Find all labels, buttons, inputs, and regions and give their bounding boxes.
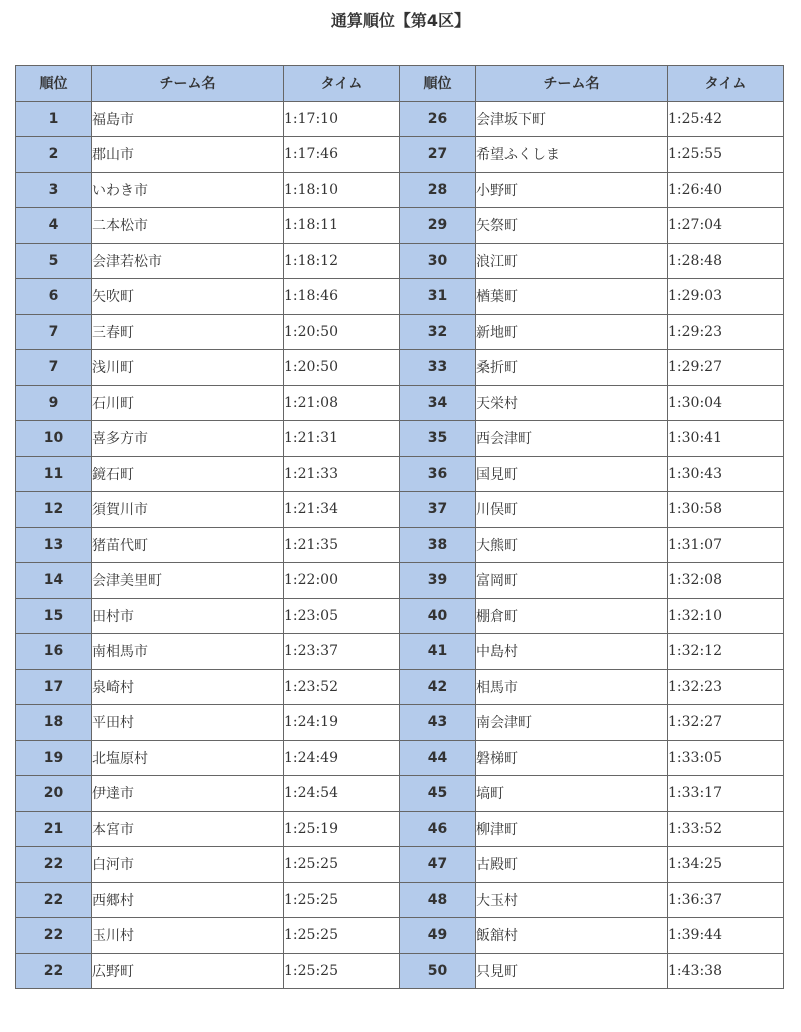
cell-rank-left: 6 (16, 279, 92, 315)
cell-rank-left: 12 (16, 492, 92, 528)
cell-team-left: 本宮市 (92, 811, 284, 847)
cell-team-left: 広野町 (92, 953, 284, 989)
cell-rank-right: 31 (400, 279, 476, 315)
cell-team-right: 浪江町 (476, 243, 668, 279)
cell-team-right: 会津坂下町 (476, 101, 668, 137)
cell-time-left: 1:21:31 (284, 421, 400, 457)
cell-rank-right: 29 (400, 208, 476, 244)
cell-rank-right: 40 (400, 598, 476, 634)
cell-team-right: 楢葉町 (476, 279, 668, 315)
cell-rank-left: 13 (16, 527, 92, 563)
cell-rank-right: 44 (400, 740, 476, 776)
cell-rank-right: 47 (400, 847, 476, 883)
cell-rank-left: 17 (16, 669, 92, 705)
cell-time-right: 1:25:55 (668, 137, 784, 173)
cell-team-right: 只見町 (476, 953, 668, 989)
cell-time-left: 1:21:34 (284, 492, 400, 528)
cell-rank-left: 18 (16, 705, 92, 741)
cell-time-left: 1:23:37 (284, 634, 400, 670)
cell-rank-left: 2 (16, 137, 92, 173)
table-row (16, 527, 784, 563)
cell-time-left: 1:21:33 (284, 456, 400, 492)
cell-team-left: 玉川村 (92, 918, 284, 954)
cell-time-right: 1:27:04 (668, 208, 784, 244)
table-row (16, 243, 784, 279)
table-row (16, 421, 784, 457)
cell-time-left: 1:25:19 (284, 811, 400, 847)
cell-team-left: 喜多方市 (92, 421, 284, 457)
cell-time-right: 1:34:25 (668, 847, 784, 883)
cell-time-right: 1:33:52 (668, 811, 784, 847)
cell-time-right: 1:39:44 (668, 918, 784, 954)
table-row (16, 350, 784, 386)
cell-team-right: 棚倉町 (476, 598, 668, 634)
cell-rank-right: 38 (400, 527, 476, 563)
table-row (16, 385, 784, 421)
header-time-right: タイム (668, 66, 784, 102)
cell-rank-left: 22 (16, 847, 92, 883)
table-row (16, 953, 784, 989)
table-row (16, 172, 784, 208)
cell-team-left: 福島市 (92, 101, 284, 137)
cell-time-left: 1:18:46 (284, 279, 400, 315)
table-row (16, 740, 784, 776)
cell-time-right: 1:29:27 (668, 350, 784, 386)
cell-rank-right: 28 (400, 172, 476, 208)
cell-rank-left: 7 (16, 314, 92, 350)
cell-rank-left: 20 (16, 776, 92, 812)
cell-team-left: 白河市 (92, 847, 284, 883)
cell-team-right: 富岡町 (476, 563, 668, 599)
cell-team-right: 西会津町 (476, 421, 668, 457)
cell-rank-right: 45 (400, 776, 476, 812)
cell-rank-left: 19 (16, 740, 92, 776)
table-row (16, 705, 784, 741)
page-title: 通算順位【第4区】 (330, 11, 471, 30)
cell-time-right: 1:32:08 (668, 563, 784, 599)
cell-time-right: 1:33:05 (668, 740, 784, 776)
cell-rank-left: 9 (16, 385, 92, 421)
table-row (16, 563, 784, 599)
cell-team-right: 磐梯町 (476, 740, 668, 776)
cell-team-right: 塙町 (476, 776, 668, 812)
cell-rank-right: 48 (400, 882, 476, 918)
cell-time-left: 1:17:46 (284, 137, 400, 173)
cell-time-right: 1:33:17 (668, 776, 784, 812)
cell-team-left: 伊達市 (92, 776, 284, 812)
table-row (16, 456, 784, 492)
cell-team-right: 小野町 (476, 172, 668, 208)
cell-time-right: 1:32:10 (668, 598, 784, 634)
table-row (16, 208, 784, 244)
cell-rank-right: 37 (400, 492, 476, 528)
cell-time-left: 1:23:52 (284, 669, 400, 705)
cell-team-left: 泉崎村 (92, 669, 284, 705)
cell-time-left: 1:24:49 (284, 740, 400, 776)
cell-rank-right: 26 (400, 101, 476, 137)
cell-team-left: 会津美里町 (92, 563, 284, 599)
header-row (16, 66, 784, 102)
cell-team-right: 川俣町 (476, 492, 668, 528)
cell-rank-left: 1 (16, 101, 92, 137)
cell-rank-right: 41 (400, 634, 476, 670)
cell-team-left: 郡山市 (92, 137, 284, 173)
cell-time-left: 1:24:19 (284, 705, 400, 741)
cell-team-left: 平田村 (92, 705, 284, 741)
cell-rank-left: 5 (16, 243, 92, 279)
cell-team-left: 田村市 (92, 598, 284, 634)
cell-time-left: 1:17:10 (284, 101, 400, 137)
cell-team-right: 柳津町 (476, 811, 668, 847)
table-row (16, 882, 784, 918)
header-team-left: チーム名 (92, 66, 284, 102)
cell-rank-left: 14 (16, 563, 92, 599)
standings-table (15, 65, 784, 989)
cell-time-left: 1:21:35 (284, 527, 400, 563)
cell-team-right: 矢祭町 (476, 208, 668, 244)
cell-time-right: 1:30:43 (668, 456, 784, 492)
cell-rank-left: 3 (16, 172, 92, 208)
cell-team-left: 二本松市 (92, 208, 284, 244)
cell-team-left: 会津若松市 (92, 243, 284, 279)
cell-team-right: 南会津町 (476, 705, 668, 741)
cell-time-left: 1:20:50 (284, 350, 400, 386)
cell-rank-right: 34 (400, 385, 476, 421)
cell-rank-left: 16 (16, 634, 92, 670)
cell-time-left: 1:25:25 (284, 918, 400, 954)
table-row (16, 492, 784, 528)
cell-rank-right: 43 (400, 705, 476, 741)
cell-time-right: 1:26:40 (668, 172, 784, 208)
cell-team-left: 西郷村 (92, 882, 284, 918)
cell-rank-left: 22 (16, 918, 92, 954)
header-time-left: タイム (284, 66, 400, 102)
cell-team-left: 石川町 (92, 385, 284, 421)
cell-rank-left: 10 (16, 421, 92, 457)
table-row (16, 776, 784, 812)
table-row (16, 811, 784, 847)
cell-team-left: 鏡石町 (92, 456, 284, 492)
cell-rank-left: 22 (16, 953, 92, 989)
table-row (16, 101, 784, 137)
cell-team-right: 中島村 (476, 634, 668, 670)
cell-time-right: 1:29:03 (668, 279, 784, 315)
cell-time-right: 1:43:38 (668, 953, 784, 989)
cell-rank-left: 21 (16, 811, 92, 847)
standings-body (16, 101, 784, 989)
cell-time-right: 1:30:04 (668, 385, 784, 421)
header-rank-right: 順位 (400, 66, 476, 102)
table-row (16, 669, 784, 705)
cell-team-right: 国見町 (476, 456, 668, 492)
cell-rank-right: 36 (400, 456, 476, 492)
cell-rank-left: 4 (16, 208, 92, 244)
cell-team-right: 飯舘村 (476, 918, 668, 954)
cell-time-left: 1:25:25 (284, 847, 400, 883)
cell-team-right: 新地町 (476, 314, 668, 350)
cell-team-left: 浅川町 (92, 350, 284, 386)
cell-rank-right: 46 (400, 811, 476, 847)
table-row (16, 137, 784, 173)
cell-team-right: 天栄村 (476, 385, 668, 421)
cell-rank-left: 15 (16, 598, 92, 634)
cell-rank-right: 30 (400, 243, 476, 279)
cell-team-left: 南相馬市 (92, 634, 284, 670)
table-row (16, 918, 784, 954)
cell-time-right: 1:32:23 (668, 669, 784, 705)
cell-time-left: 1:21:08 (284, 385, 400, 421)
cell-time-right: 1:30:41 (668, 421, 784, 457)
cell-team-left: いわき市 (92, 172, 284, 208)
cell-rank-left: 22 (16, 882, 92, 918)
cell-time-left: 1:18:11 (284, 208, 400, 244)
cell-time-left: 1:23:05 (284, 598, 400, 634)
cell-rank-right: 27 (400, 137, 476, 173)
cell-rank-right: 39 (400, 563, 476, 599)
header-rank-left: 順位 (16, 66, 92, 102)
cell-team-right: 古殿町 (476, 847, 668, 883)
cell-team-left: 矢吹町 (92, 279, 284, 315)
cell-time-right: 1:32:12 (668, 634, 784, 670)
cell-team-right: 大玉村 (476, 882, 668, 918)
cell-time-left: 1:18:12 (284, 243, 400, 279)
cell-team-right: 希望ふくしま (476, 137, 668, 173)
cell-time-right: 1:29:23 (668, 314, 784, 350)
cell-time-left: 1:25:25 (284, 882, 400, 918)
cell-time-right: 1:36:37 (668, 882, 784, 918)
cell-time-left: 1:24:54 (284, 776, 400, 812)
cell-rank-left: 11 (16, 456, 92, 492)
cell-team-left: 須賀川市 (92, 492, 284, 528)
cell-time-left: 1:18:10 (284, 172, 400, 208)
cell-time-right: 1:28:48 (668, 243, 784, 279)
cell-rank-left: 7 (16, 350, 92, 386)
cell-rank-right: 32 (400, 314, 476, 350)
cell-time-right: 1:32:27 (668, 705, 784, 741)
cell-time-right: 1:31:07 (668, 527, 784, 563)
table-row (16, 634, 784, 670)
header-team-right: チーム名 (476, 66, 668, 102)
cell-team-right: 大熊町 (476, 527, 668, 563)
table-row (16, 279, 784, 315)
cell-time-left: 1:22:00 (284, 563, 400, 599)
cell-team-left: 猪苗代町 (92, 527, 284, 563)
cell-rank-right: 49 (400, 918, 476, 954)
cell-rank-right: 50 (400, 953, 476, 989)
table-row (16, 847, 784, 883)
table-row (16, 314, 784, 350)
cell-time-right: 1:30:58 (668, 492, 784, 528)
cell-team-right: 相馬市 (476, 669, 668, 705)
cell-team-left: 三春町 (92, 314, 284, 350)
cell-rank-right: 35 (400, 421, 476, 457)
cell-team-right: 桑折町 (476, 350, 668, 386)
cell-time-left: 1:20:50 (284, 314, 400, 350)
cell-rank-right: 33 (400, 350, 476, 386)
cell-time-left: 1:25:25 (284, 953, 400, 989)
cell-team-left: 北塩原村 (92, 740, 284, 776)
cell-time-right: 1:25:42 (668, 101, 784, 137)
cell-rank-right: 42 (400, 669, 476, 705)
table-row (16, 598, 784, 634)
